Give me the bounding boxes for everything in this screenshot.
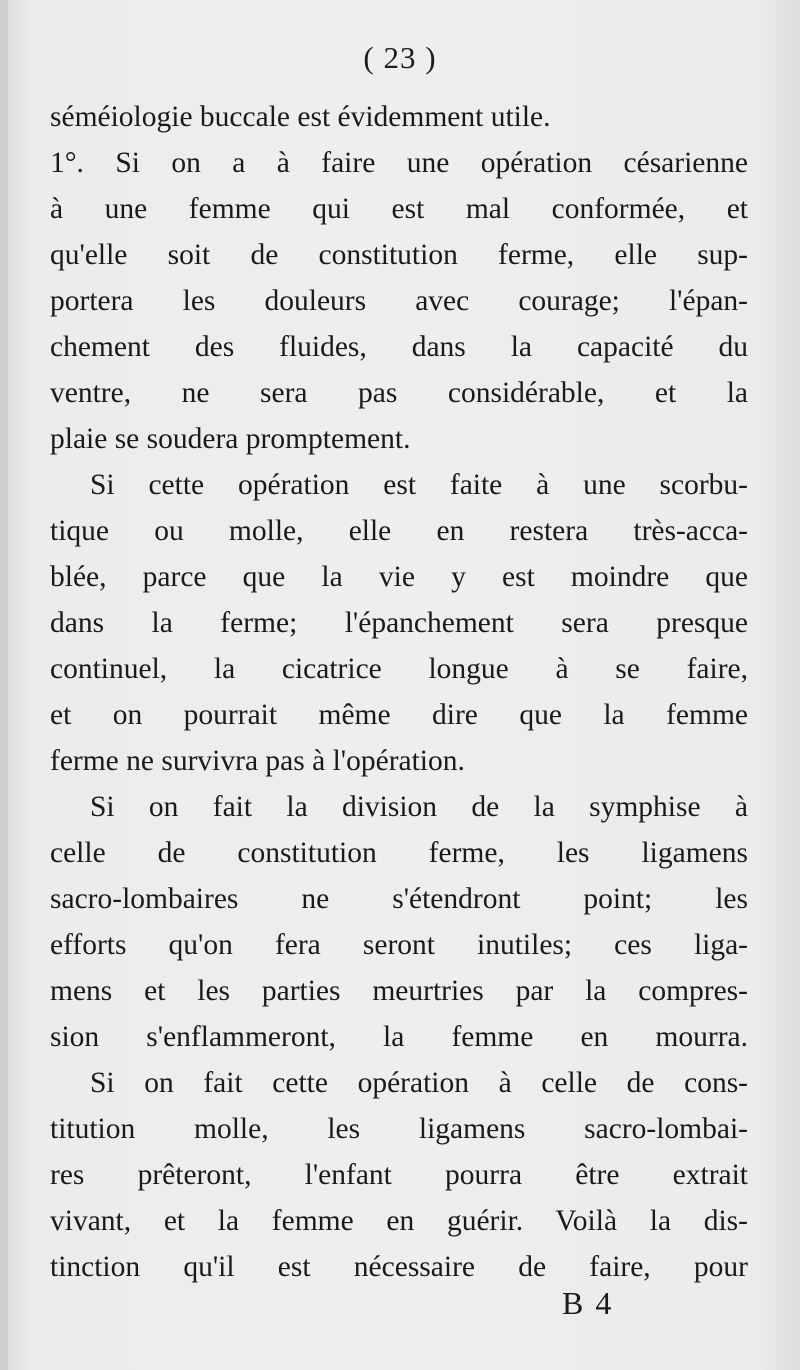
- signature-mark: B 4: [562, 1285, 614, 1321]
- text-line: efforts qu'on fera seront inutiles; ces liga-: [50, 929, 748, 961]
- text-line: plaie se soudera promptement.: [50, 423, 411, 455]
- text-line: mens et les parties meurtries par la compres-: [50, 975, 748, 1007]
- text-line: res prêteront, l'enfant pourra être extrait: [50, 1159, 748, 1191]
- text-line: blée, parce que la vie y est moindre que: [50, 561, 748, 593]
- text-line: celle de constitution ferme, les ligamens: [50, 837, 748, 869]
- page-number-header: ( 23 ): [363, 40, 437, 75]
- text-line: chement des fluides, dans la capacité du: [50, 331, 748, 363]
- text-line: dans la ferme; l'épanchement sera presque: [50, 607, 748, 639]
- text-line: ferme ne survivra pas à l'opération.: [50, 745, 465, 777]
- text-line: qu'elle soit de constitution ferme, elle sup-: [50, 239, 748, 271]
- text-line: Si on fait la division de la symphise à: [90, 791, 748, 823]
- text-line: continuel, la cicatrice longue à se faire,: [50, 653, 748, 685]
- text-line: tique ou molle, elle en restera très-acca-: [50, 515, 748, 547]
- body-text: [50, 94, 748, 1290]
- text-line: vivant, et la femme en guérir. Voilà la dis-: [50, 1205, 748, 1237]
- text-line: tinction qu'il est nécessaire de faire, pour: [50, 1251, 748, 1283]
- text-line: portera les douleurs avec courage; l'épan-: [50, 285, 748, 317]
- text-line: séméiologie buccale est évidemment utile.: [50, 101, 551, 133]
- text-line: et on pourrait même dire que la femme: [50, 699, 748, 731]
- text-line: sion s'enflammeront, la femme en mourra.: [50, 1021, 748, 1053]
- text-line: titution molle, les ligamens sacro-lombai-: [50, 1113, 748, 1145]
- text-line: Si on fait cette opération à celle de cons-: [90, 1067, 748, 1099]
- text-line: Si cette opération est faite à une scorbu-: [90, 469, 748, 501]
- text-line: sacro-lombaires ne s'étendront point; les: [50, 883, 748, 915]
- text-line: à une femme qui est mal conformée, et: [50, 193, 748, 225]
- page-gutter-shadow: [0, 0, 8, 1370]
- text-line: 1°. Si on a à faire une opération césarienne: [50, 147, 748, 179]
- text-line: ventre, ne sera pas considérable, et la: [50, 377, 748, 409]
